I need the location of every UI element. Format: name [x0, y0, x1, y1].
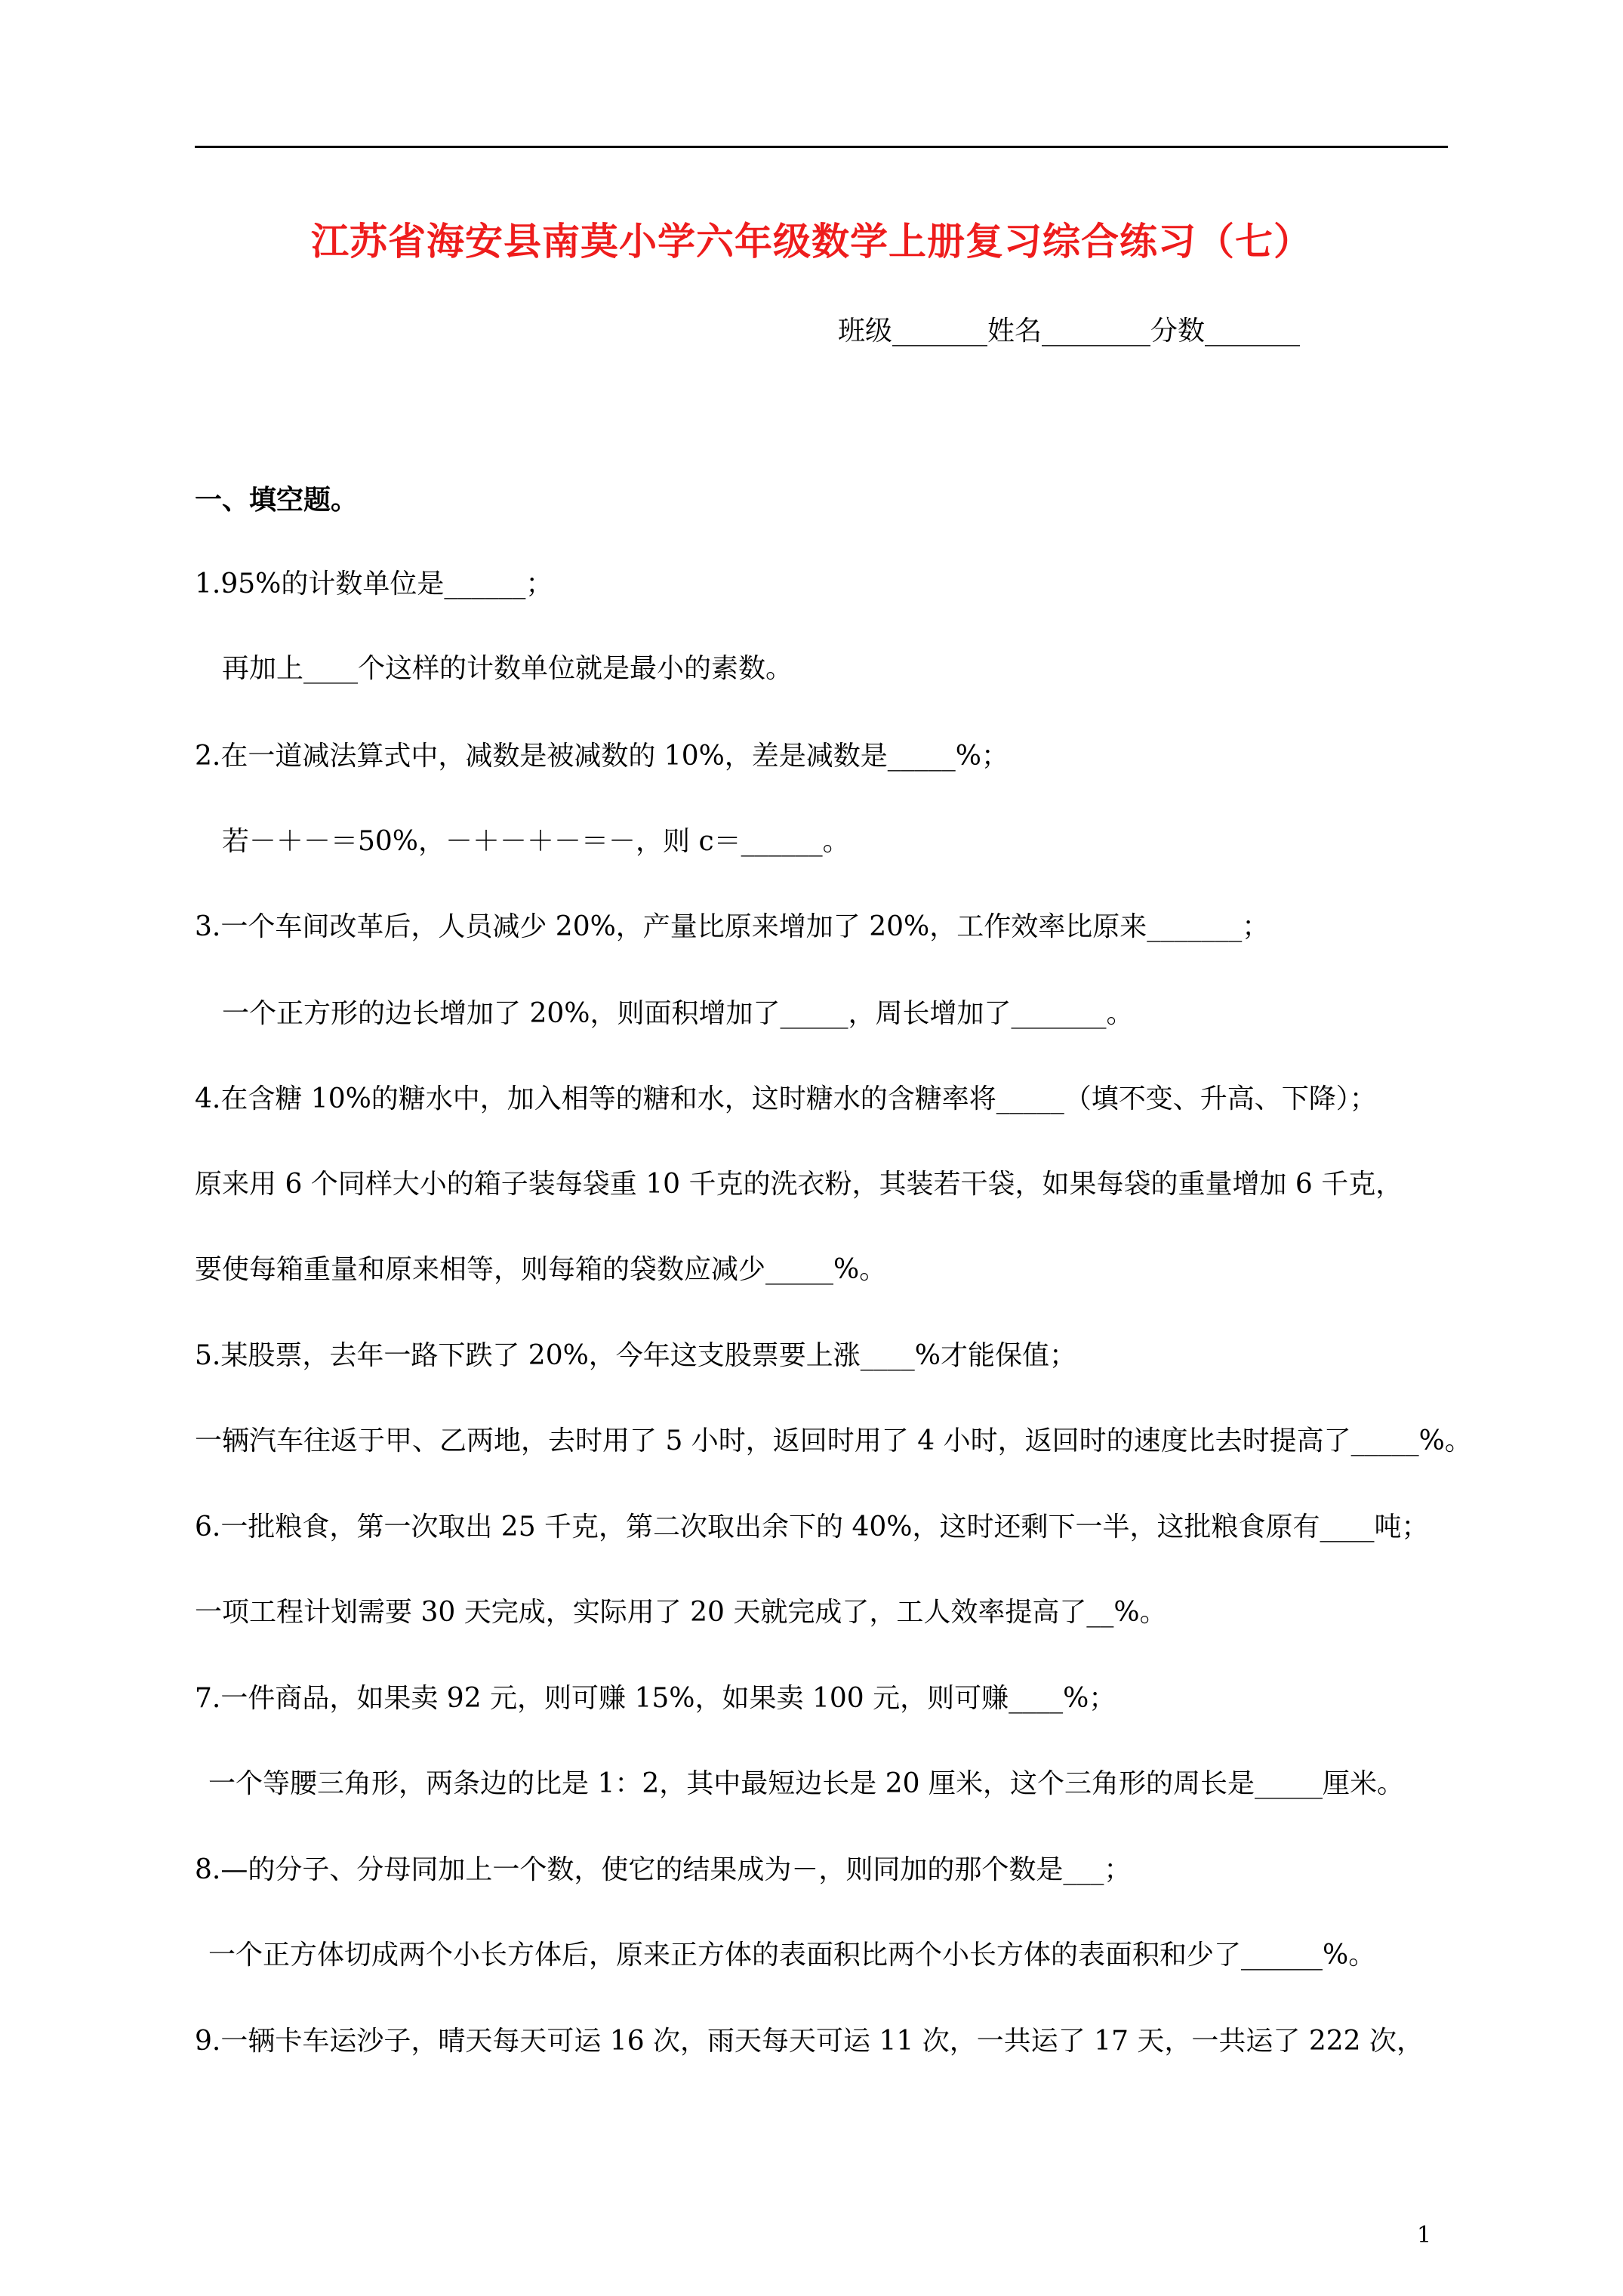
- question-line: 若－＋－＝50%，－＋－＋－＝－，则 c＝______。: [222, 826, 850, 857]
- question-line: 原来用 6 个同样大小的箱子装每袋重 10 千克的洗衣粉，其装若干袋，如果每袋的重量增加 6 千克，: [195, 1169, 1403, 1200]
- question-line: 一个正方体切成两个小长方体后，原来正方体的表面积比两个小长方体的表面积和少了______%。: [208, 1940, 1376, 1971]
- question-line: 一项工程计划需要 30 天完成，实际用了 20 天就完成了，工人效率提高了__%。: [195, 1597, 1167, 1628]
- question-line: 2.在一道减法算式中，减数是被减数的 10%，差是减数是_____%；: [195, 741, 1009, 772]
- question-line: 5.某股票，去年一路下跌了 20%，今年这支股票要上涨____%才能保值；: [195, 1340, 1077, 1371]
- question-line: 4.在含糖 10%的糖水中，加入相等的糖和水，这时糖水的含糖率将_____（填不变、升高、下降）；: [195, 1083, 1377, 1114]
- question-line: 要使每箱重量和原来相等，则每箱的袋数应减少_____%。: [195, 1254, 887, 1285]
- question-line: 一辆汽车往返于甲、乙两地，去时用了 5 小时，返回时用了 4 小时，返回时的速度比去时提高了_____%。: [195, 1425, 1472, 1456]
- question-line: 9.一辆卡车运沙子，晴天每天可运 16 次，雨天每天可运 11 次，一共运了 17 天，一共运了 222 次，: [195, 2026, 1424, 2057]
- page-number: 1: [1417, 2222, 1432, 2248]
- question-line: 7.一件商品，如果卖 92 元，则可赚 15%，如果卖 100 元，则可赚____%；: [195, 1683, 1116, 1714]
- question-line: 8.—的分子、分母同加上一个数，使它的结果成为－，则同加的那个数是___；: [195, 1854, 1132, 1885]
- question-line: 3.一个车间改革后，人员减少 20%，产量比原来增加了 20%，工作效率比原来_______；: [195, 911, 1270, 942]
- question-line: 一个等腰三角形，两条边的比是 1：2，其中最短边长是 20 厘米，这个三角形的周长是_____厘米。: [208, 1768, 1404, 1799]
- question-line: 1.95%的计数单位是______；: [195, 569, 553, 599]
- question-line: 再加上____个这样的计数单位就是最小的素数。: [222, 653, 793, 684]
- question-line: 一个正方形的边长增加了 20%，则面积增加了_____，周长增加了_______。: [222, 998, 1134, 1029]
- document-title: 江苏省海安县南莫小学六年级数学上册复习综合练习（七）: [311, 219, 1312, 264]
- student-info-line: 班级_______姓名________分数_______: [838, 316, 1301, 347]
- section-heading: 一、填空题。: [195, 484, 359, 516]
- question-line: 6.一批粮食，第一次取出 25 千克，第二次取出余下的 40%，这时还剩下一半，这批粮食原有____吨；: [195, 1512, 1429, 1542]
- header-rule: [195, 146, 1448, 148]
